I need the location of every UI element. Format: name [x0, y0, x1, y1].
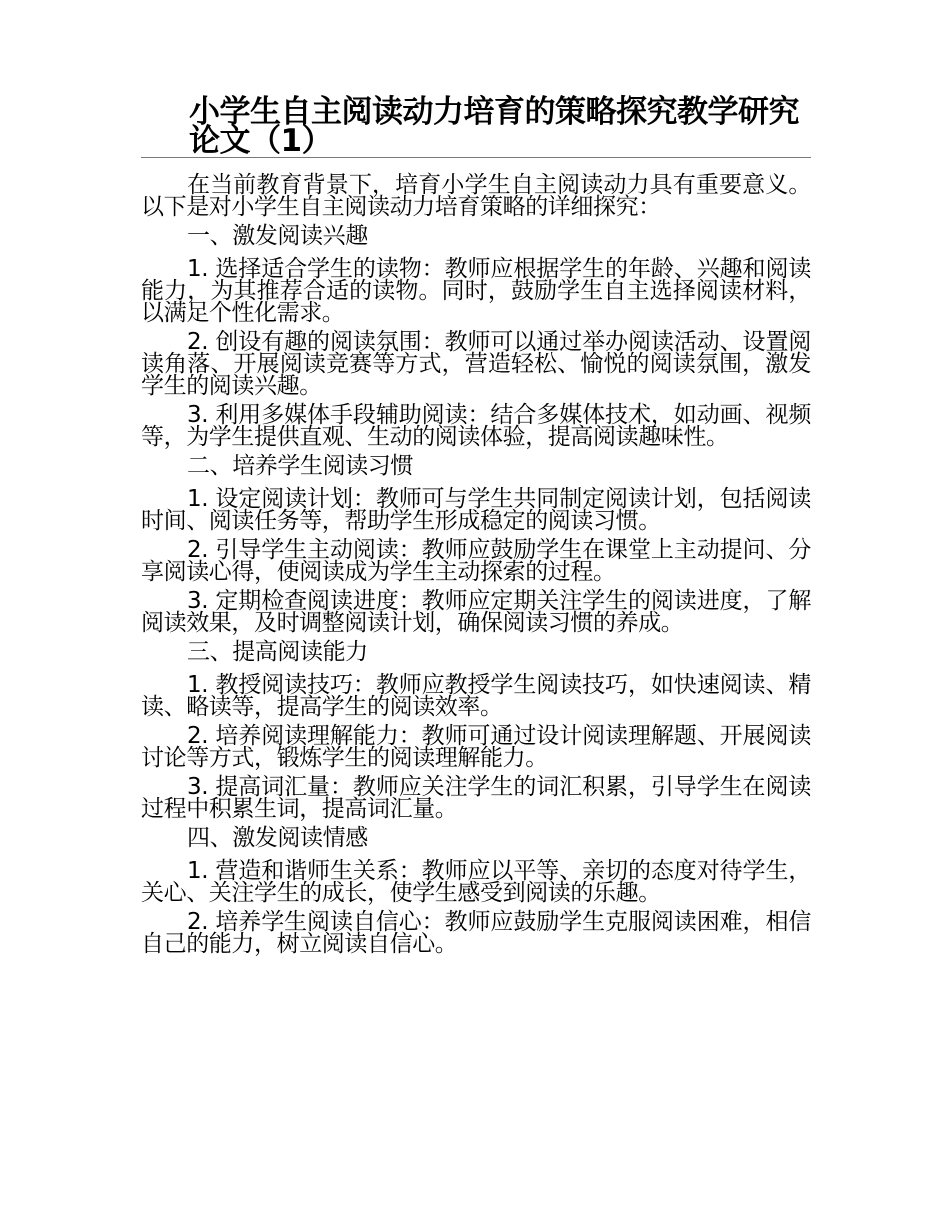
- section-2: [141, 455, 811, 634]
- intro-paragraph: 在当前教育背景下，培育小学生自主阅读动力具有重要意义。以下是对小学生自主阅读动力培育策略的详细探究：: [141, 172, 811, 220]
- section-heading: 二、培养学生阅读习惯: [187, 453, 414, 479]
- section-item: 3. 定期检查阅读进度：教师应定期关注学生的阅读进度，了解阅读效果，及时调整阅读计划，确保阅读习惯的养成。: [141, 588, 811, 636]
- document-title: 小学生自主阅读动力培育的策略探究教学研究论文（1）: [189, 94, 799, 159]
- section-heading: 一、激发阅读兴趣: [187, 223, 368, 249]
- section-item: 1. 设定阅读计划：教师可与学生共同制定阅读计划，包括阅读时间、阅读任务等，帮助学生形成稳定的阅读习惯。: [141, 486, 811, 534]
- section-item: 1. 营造和谐师生关系：教师应以平等、亲切的态度对待学生，关心、关注学生的成长，使学生感受到阅读的乐趣。: [141, 858, 811, 906]
- section-3: [141, 641, 811, 820]
- section-item: 1. 选择适合学生的读物：教师应根据学生的年龄、兴趣和阅读能力，为其推荐合适的读物。同时，鼓励学生自主选择阅读材料，以满足个性化需求。: [141, 256, 811, 326]
- section-heading: 四、激发阅读情感: [187, 825, 368, 851]
- section-item: 3. 提高词汇量：教师应关注学生的词汇积累，引导学生在阅读过程中积累生词，提高词汇量。: [141, 774, 811, 822]
- section-item: 3. 利用多媒体手段辅助阅读：结合多媒体技术，如动画、视频等，为学生提供直观、生动的阅读体验，提高阅读趣味性。: [141, 402, 811, 450]
- section-heading: 三、提高阅读能力: [187, 639, 368, 665]
- section-1: [141, 225, 811, 448]
- document-page: [141, 94, 811, 962]
- section-item: 2. 培养阅读理解能力：教师可通过设计阅读理解题、开展阅读讨论等方式，锻炼学生的阅读理解能力。: [141, 723, 811, 771]
- section-item: 2. 引导学生主动阅读：教师应鼓励学生在课堂上主动提问、分享阅读心得，使阅读成为学生主动探索的过程。: [141, 537, 811, 585]
- section-item: 2. 培养学生阅读自信心：教师应鼓励学生克服阅读困难，相信自己的能力，树立阅读自信心。: [141, 909, 811, 957]
- section-item: 1. 教授阅读技巧：教师应教授学生阅读技巧，如快速阅读、精读、略读等，提高学生的阅读效率。: [141, 672, 811, 720]
- section-item: 2. 创设有趣的阅读氛围：教师可以通过举办阅读活动、设置阅读角落、开展阅读竞赛等方式，营造轻松、愉悦的阅读氛围，激发学生的阅读兴趣。: [141, 329, 811, 399]
- section-4: [141, 827, 811, 955]
